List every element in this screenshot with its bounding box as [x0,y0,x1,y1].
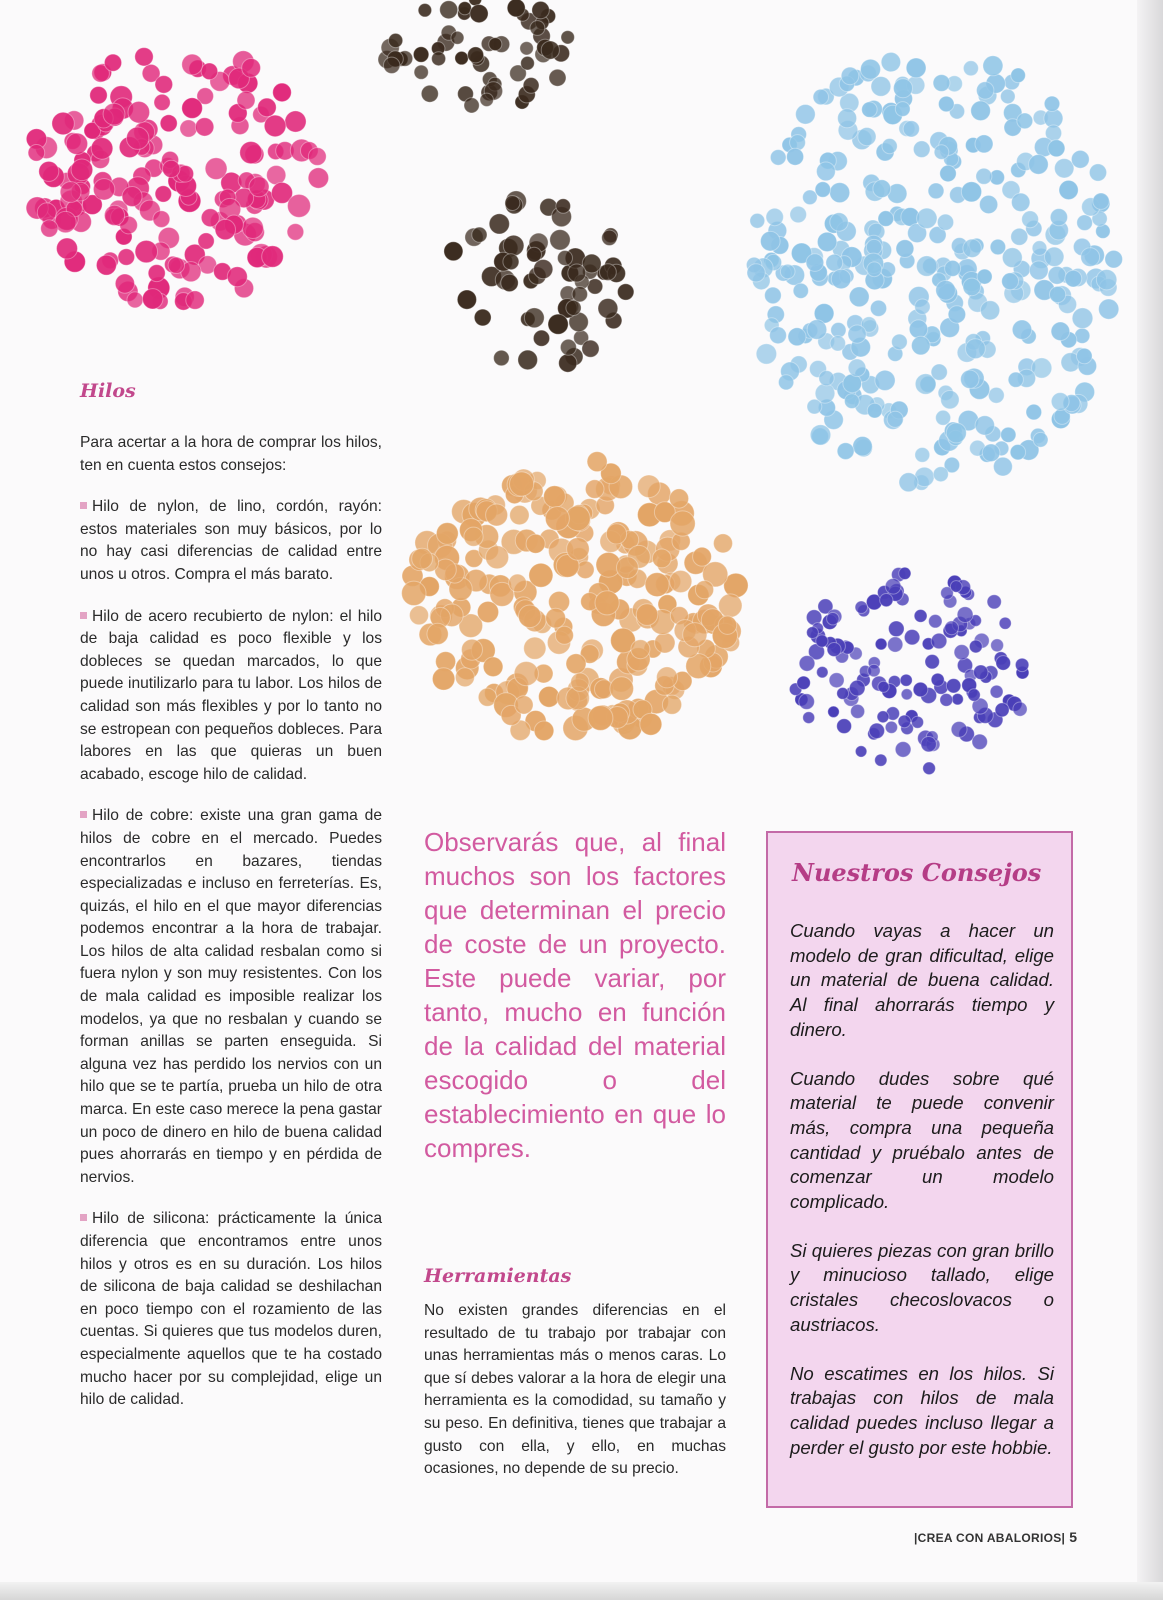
page-bottom-edge [0,1582,1163,1600]
page-footer [914,1529,1077,1545]
bullet-square-icon [80,811,87,818]
hilos-heading: Hilos [80,380,136,402]
hilos-intro: Para acertar a la hora de comprar los hilos, ten en cuenta estos consejos: [80,434,382,474]
bullet-square-icon [80,1214,87,1221]
hilos-item: Hilo de nylon, de lino, cordón, rayón: estos materiales son muy básicos, por lo no hay casi diferencias de calidad entre unos u otros. Compra el más barato. [80,498,382,583]
consejos-heading: Nuestros Consejos [792,858,1042,887]
hilos-column [80,432,382,1431]
bronze-bead-cluster [378,0,574,113]
consejo-paragraph: Si quieres piezas con gran brillo y minucioso tallado, elige cristales checoslovacos o austriacos. [790,1239,1054,1335]
hilos-item: Hilo de acero recubierto de nylon: el hilo de baja calidad es poco flexible y los dobleces se quedan marcados, lo que puede inutilizarlo para tu labor. Los hilos de calidad son más flexibles y por lo tanto no se estropean con pequeños dobleces. Para labores en las que quieras un buen acabado, escoge hilo de calidad. [80,607,382,783]
light_blue-bead-cluster [746,52,1122,491]
herramientas-text: No existen grandes diferencias en el resultado de tu trabajo por trabajar con unas herramientas más o menos caras. Lo que sí debes valorar a la hora de elegir una herramienta es la comodidad, su tamaño y su peso. En definitiva, tienes que trabajar a gusto con ella, y ello, en muchas ocasiones, no depende de su precio. [424,1302,726,1478]
herramientas-heading: Herramientas [424,1265,572,1287]
consejo-paragraph: Cuando dudes sobre qué material te puede convenir más, compra una pequeña cantidad y pruébalo antes de comenzar un modelo complicado. [790,1067,1054,1213]
consejo-paragraph: Cuando vayas a hacer un modelo de gran dificultad, elige un material de buena calidad. Al final ahorrarás tiempo y dinero. [790,920,1054,1040]
hilos-item: Hilo de cobre: existe una gran gama de hilos de cobre en el mercado. Puedes encontrarlos en bazares, tiendas especializadas e incluso en ferreterías. Es, quizás, el hilo en el que mayor diferencias podemos encontrar a la hora de trabajar. Los hilos de alta calidad resbalan como si fuera nylon y son muy resistentes. Con los de mala calidad es imposible realizar los modelos, ya que no resbalan y cuando se forman anillas se parten enseguida. Si alguna vez has perdido los nervios con un hilo que se te partía, prueba un hilo de otra marca. En este caso merece la pena gastar un poco de dinero en hilo de buena calidad pues ahorrarás en tiempo y en pérdida de nervios. [80,807,382,1186]
footer-divider: | [1061,1531,1066,1545]
magazine-name: CREA CON ABALORIOS [917,1531,1062,1545]
amber-bead-cluster [402,452,749,741]
page-number: 5 [1069,1529,1078,1545]
footer-divider: | [914,1531,918,1545]
consejos-body [790,919,1054,1484]
consejo-paragraph: No escatimes en los hilos. Si trabajas con hilos de mala calidad puedes incluso llegar a perder el gusto por este hobbie. [790,1362,1054,1458]
pink-bead-cluster [26,48,328,311]
consejos-box [766,831,1073,1508]
bronze-bead-cluster [444,191,634,372]
pull-quote: Observarás que, al final muchos son los factores que determinan el precio de coste de un proyecto. Este puede variar, por tanto, mucho en función de la calidad del material escogido o del establecimiento en que lo compres. [424,827,726,1163]
violet-bead-cluster [789,567,1029,774]
hilos-item: Hilo de silicona: prácticamente la única diferencia que encontramos entre unos hilos y otros es en su duración. Los hilos de silicona de baja calidad se deshilachan en poco tiempo con el rozamiento de las cuentas. Si quieres que tus modelos duren, especialmente aquellos que te ha costado mucho hacer por su complejidad, elige un hilo de calidad. [80,1210,382,1409]
bullet-square-icon [80,502,87,509]
bullet-square-icon [80,612,87,619]
